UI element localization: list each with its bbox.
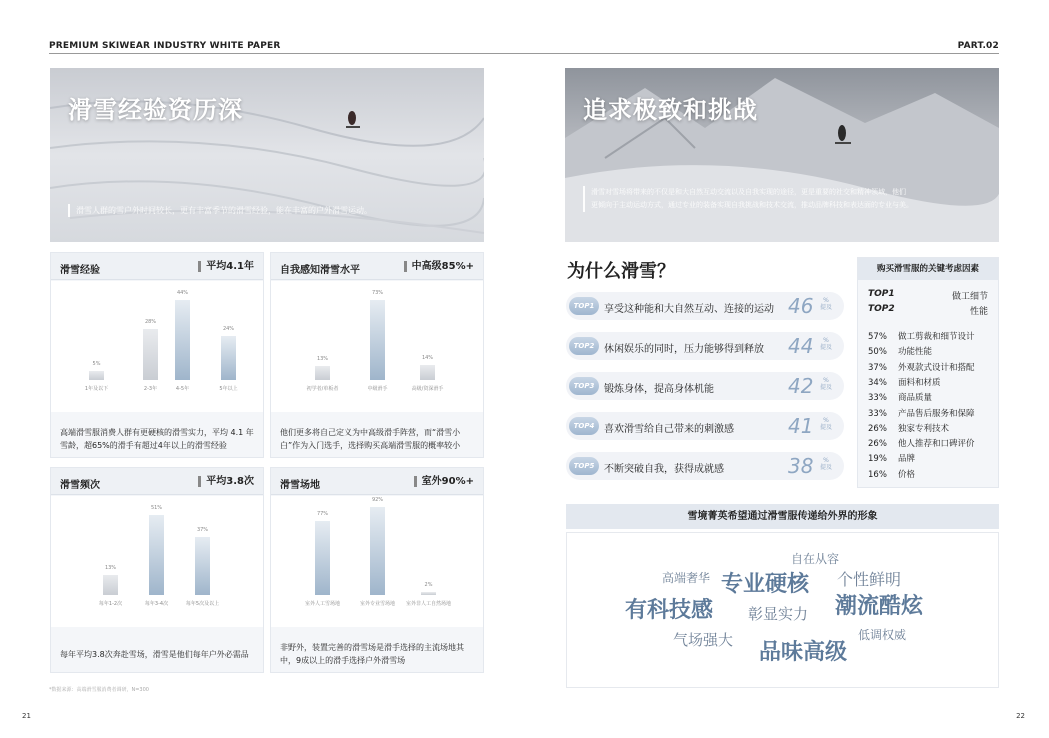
unit-symbol: % [823,337,829,344]
factor-percent: 34% [868,377,887,388]
factor-name: 外观款式设计和搭配 [898,362,975,373]
chart-bar [89,371,104,380]
card-title: 滑雪经验 [60,265,100,276]
reason-unit [820,297,832,311]
bar-category-label: 每年3-4次 [144,601,169,607]
hero-left [50,68,484,242]
card-header [271,468,483,495]
card-stat: 平均4.1年 [198,261,254,272]
bar-value-label: 77% [316,511,329,518]
hero-right-caption [583,186,983,212]
cloud-word: 有科技感 [625,598,714,623]
factor-row [868,422,949,434]
chart-bar [421,592,436,595]
bar-category-label: 4-5年 [175,386,190,392]
cloud-word: 高端奢华 [662,571,711,585]
image-cloud-title: 雪境菁英希望通过滑雪服传递给外界的形象 [566,504,999,529]
chart-bar [221,336,236,380]
rank-badge: TOP1 [569,297,599,315]
rank-badge: TOP3 [569,377,599,395]
factor-top2 [868,304,988,317]
unit-text: 提及 [820,424,833,431]
factor-name: 他人推荐和口碑评价 [898,439,975,450]
reason-unit [820,417,832,431]
bar-value-label: 37% [196,526,209,533]
factor-top1 [868,289,988,302]
header-left: PREMIUM SKIWEAR INDUSTRY WHITE PAPER [49,41,281,51]
card-title: 自我感知滑雪水平 [280,265,360,276]
bar-category-label: 室外专业雪场地 [359,601,395,607]
factor-name: 面料和材质 [898,377,941,388]
cloud-word: 品味高级 [759,640,848,665]
bar-category-label: 中级滑手 [367,386,388,392]
bar-value-label: 13% [316,355,329,362]
chart-bar [175,300,190,380]
unit-symbol: % [823,457,829,464]
chart-bar [195,537,210,595]
factor-percent: 19% [868,454,887,465]
bar-chart [271,281,483,412]
cloud-word: 专业硬核 [721,572,810,597]
card-stat: 平均3.8次 [198,476,254,487]
factor-row [868,407,975,419]
factor-row [868,391,932,403]
reason-percent: 38 [788,454,814,478]
factor-row [868,361,975,373]
reason-text: 喜欢滑雪给自己带来的刺激感 [604,424,734,435]
bar-category-label: 初学者/单板者 [306,386,339,392]
chart-bar [420,365,435,380]
factor-name: 产品售后服务和保障 [898,408,975,419]
chart-bar [315,366,330,380]
reason-row [566,292,844,320]
factor-row [868,437,975,449]
bar-category-label: 室外人工雪场地 [304,601,340,607]
bar-chart [271,496,483,627]
rank-badge: TOP4 [569,417,599,435]
reason-text: 享受这种能和大自然互动、连接的运动 [604,304,774,315]
card-ski-experience [50,252,264,458]
chart-bar [370,507,385,595]
source-note: *数据来源：高端滑雪服消费者调研，N=300 [49,687,149,693]
cloud-word: 彰显实力 [748,605,809,623]
why-title: 为什么滑雪？ [567,261,675,282]
bar-value-label: 14% [421,354,434,361]
factor-percent: 50% [868,347,887,358]
reason-unit [820,337,832,351]
word-cloud [566,532,999,688]
hero-right-caption-line1: 滑雪对雪场将带来的不仅是和大自然互动交流以及自我实现的途径，更是重要的社交和精神领域，他们 [591,188,906,196]
factor-row [868,452,915,464]
reason-row [566,332,844,360]
chart-bar [103,575,118,595]
hero-left-caption: 滑雪人群的雪户外时间较长，更有丰富季节的滑雪经验，能在丰富的户外滑雪运动。 [68,204,428,217]
reason-unit [820,457,832,471]
unit-text: 提及 [820,304,833,311]
unit-symbol: % [823,377,829,384]
top-rank: TOP1 [868,289,895,299]
factor-row [868,468,915,480]
factor-percent: 16% [868,469,887,480]
bar-value-label: 2% [424,582,433,588]
cloud-word: 个性鲜明 [837,570,902,589]
reason-text: 锻炼身体，提高身体机能 [604,384,714,395]
unit-symbol: % [823,297,829,304]
top-value: 性能 [969,307,988,317]
card-header [271,253,483,280]
unit-text: 提及 [820,344,833,351]
chart-bar [370,300,385,380]
card-header [51,253,263,280]
bar-category-label: 每年5次及以上 [185,601,220,607]
bar-category-label: 室外非人工自然场地 [405,601,451,607]
factor-percent: 33% [868,393,887,404]
factor-row [868,345,932,357]
card-title: 滑雪频次 [60,480,100,491]
bar-category-label: 高级/资深滑手 [411,386,444,392]
bar-value-label: 73% [371,290,384,296]
factor-percent: 26% [868,423,887,434]
factor-name: 功能性能 [898,347,933,358]
reason-unit [820,377,832,391]
bar-value-label: 5% [92,360,101,367]
bar-category-label: 1年及以下 [84,386,109,392]
bar-value-label: 92% [371,497,384,503]
factor-row [868,376,941,388]
bar-chart [51,496,263,627]
factor-percent: 57% [868,332,887,342]
card-note: 非野外，装置完善的滑雪场是滑手选择的主流场地其中，9成以上的滑手选择户外滑雪场 [280,643,464,665]
cloud-word: 潮流酷炫 [835,594,924,619]
chart-bar [315,521,330,595]
page-number-left: 21 [22,712,31,720]
card-note: 他们更多将自己定义为中高级滑手阵营，而“滑雪小白”作为入门选手，选择购买高端滑雪服的概率较小 [280,428,461,450]
top-value: 做工细节 [951,292,988,302]
bar-category-label: 2-3年 [143,386,158,392]
factors-title: 购买滑雪服的关键考虑因素 [858,258,998,280]
bar-category-label: 5年以上 [219,386,238,392]
reason-percent: 41 [788,414,814,438]
cloud-word: 低调权威 [858,628,907,642]
factor-percent: 33% [868,408,887,419]
bar-value-label: 28% [144,319,157,326]
card-header [51,468,263,495]
cloud-word: 气场强大 [673,631,734,649]
bar-category-label: 每年1-2次 [98,601,123,607]
reason-row [566,372,844,400]
card-note: 每年平均3.8次奔赴雪场，滑雪是他们每年户外必需品 [60,650,249,659]
card-stat: 室外90%+ [414,476,474,487]
factor-name: 独家专利技术 [898,423,950,434]
bar-value-label: 24% [222,326,235,333]
factors-panel [857,257,999,488]
factor-percent: 37% [868,362,887,373]
card-self-level [270,252,484,458]
header-right: PART.02 [957,41,999,51]
cloud-word: 自在从容 [791,552,840,566]
card-ski-frequency [50,467,264,673]
unit-text: 提及 [820,384,833,391]
reason-text: 休闲娱乐的同时，压力能够得到释放 [604,344,764,355]
rank-badge: TOP2 [569,337,599,355]
hero-right-title: 追求极致和挑战 [583,96,758,124]
reason-percent: 46 [788,294,814,318]
chart-bar [143,329,158,380]
bar-value-label: 13% [104,564,117,571]
reason-percent: 44 [788,334,814,358]
bar-value-label: 44% [176,290,189,296]
reason-row [566,452,844,480]
factor-name: 商品质量 [898,393,933,404]
reason-row [566,412,844,440]
factor-name: 做工剪裁和细节设计 [898,332,975,342]
hero-right [565,68,999,242]
reason-text: 不断突破自我，获得成就感 [604,464,724,475]
bar-value-label: 51% [150,505,163,511]
factor-percent: 26% [868,439,887,450]
top-rank: TOP2 [868,304,895,314]
factor-name: 价格 [898,469,916,480]
reason-percent: 42 [788,374,814,398]
card-title: 滑雪场地 [280,480,320,491]
hero-left-title: 滑雪经验资历深 [68,96,243,124]
card-ski-venue [270,467,484,673]
factor-name: 品牌 [898,454,916,465]
unit-symbol: % [823,417,829,424]
factor-row [868,330,975,342]
page-number-right: 22 [1016,712,1025,720]
bar-chart [51,281,263,412]
card-stat: 中高级85%+ [404,261,474,272]
rank-badge: TOP5 [569,457,599,475]
unit-text: 提及 [820,464,833,471]
header-rule [49,53,999,54]
card-note: 高端滑雪服消费人群有更硬核的滑雪实力，平均 4.1 年雪龄，超65%的滑手有超过4年以上的滑雪经验 [60,428,254,450]
chart-bar [149,515,164,595]
hero-right-caption-line2: 更倾向于主动运动方式，通过专业的装备实现自我挑战和技术交流，推动品牌科技和表达面的专业与美。 [591,201,913,209]
